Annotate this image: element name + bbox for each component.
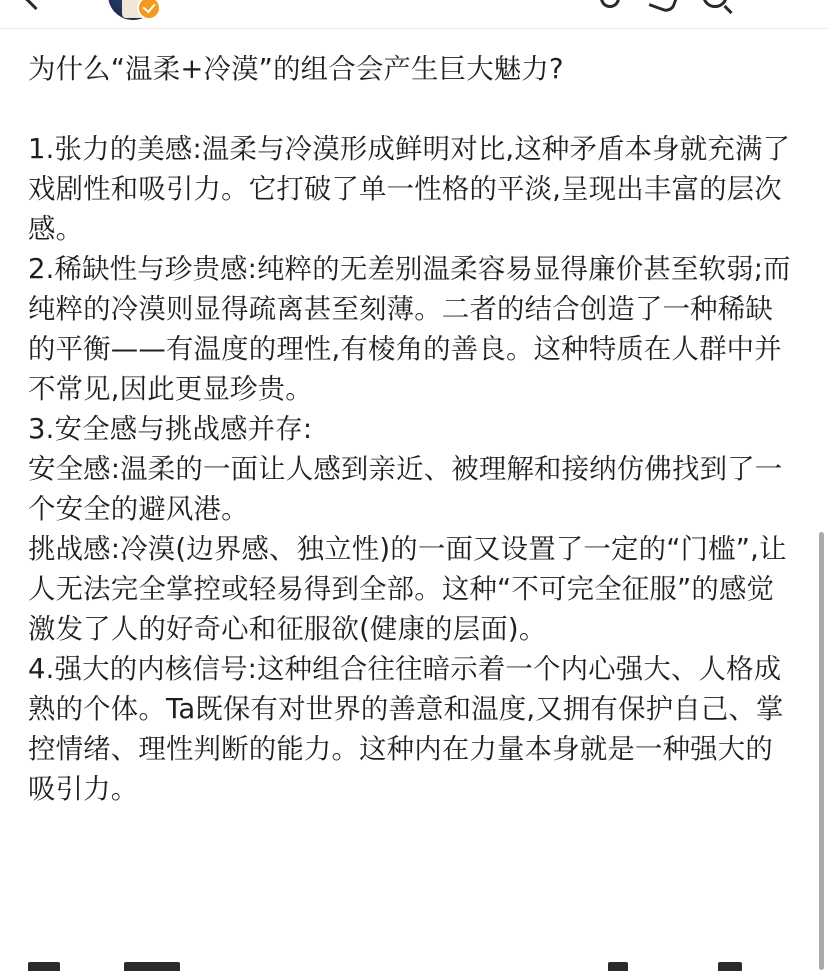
paragraph-security-challenge-heading: 3.安全感与挑战感并存: bbox=[28, 414, 313, 445]
paragraph-security: 安全感:温柔的一面让人感到亲近、被理解和接纳仿佛找到了一个安全的避风港。 bbox=[28, 454, 783, 525]
post-title: 为什么“温柔+冷漠”的组合会产生巨大魅力? bbox=[28, 54, 564, 85]
search-icon[interactable] bbox=[702, 0, 728, 8]
top-navigation-bar bbox=[0, 0, 828, 29]
follow-icon[interactable] bbox=[600, 0, 620, 8]
next-line-cropped bbox=[28, 962, 818, 971]
chevron-left-icon[interactable] bbox=[25, 0, 46, 10]
verified-badge-icon bbox=[137, 0, 161, 20]
paragraph-tension: 1.张力的美感:温柔与冷漠形成鲜明对比,这种矛盾本身就充满了戏剧性和吸引力。它打破了单一性格的平淡,呈现出丰富的层次感。 bbox=[28, 134, 791, 245]
share-icon[interactable] bbox=[648, 0, 680, 15]
paragraph-challenge: 挑战感:冷漠(边界感、独立性)的一面又设置了一定的“门槛”,让人无法完全掌控或轻易得到全部。这种“不可完全征服”的感觉激发了人的好奇心和征服欲(健康的层面)。 bbox=[28, 534, 787, 645]
post-content bbox=[28, 50, 800, 810]
paragraph-scarcity: 2.稀缺性与珍贵感:纯粹的无差别温柔容易显得廉价甚至软弱;而纯粹的冷漠则显得疏离甚至刻薄。二者的结合创造了一种稀缺的平衡——有温度的理性,有棱角的善良。这种特质在人群中并不常见,因此更显珍贵。 bbox=[28, 254, 791, 405]
scrollbar[interactable] bbox=[819, 532, 824, 970]
paragraph-inner-core: 4.强大的内核信号:这种组合往往暗示着一个内心强大、人格成熟的个体。Ta既保有对世界的善意和温度,又拥有保护自己、掌控情绪、理性判断的能力。这种内在力量本身就是一种强大的吸引力。 bbox=[28, 654, 784, 805]
